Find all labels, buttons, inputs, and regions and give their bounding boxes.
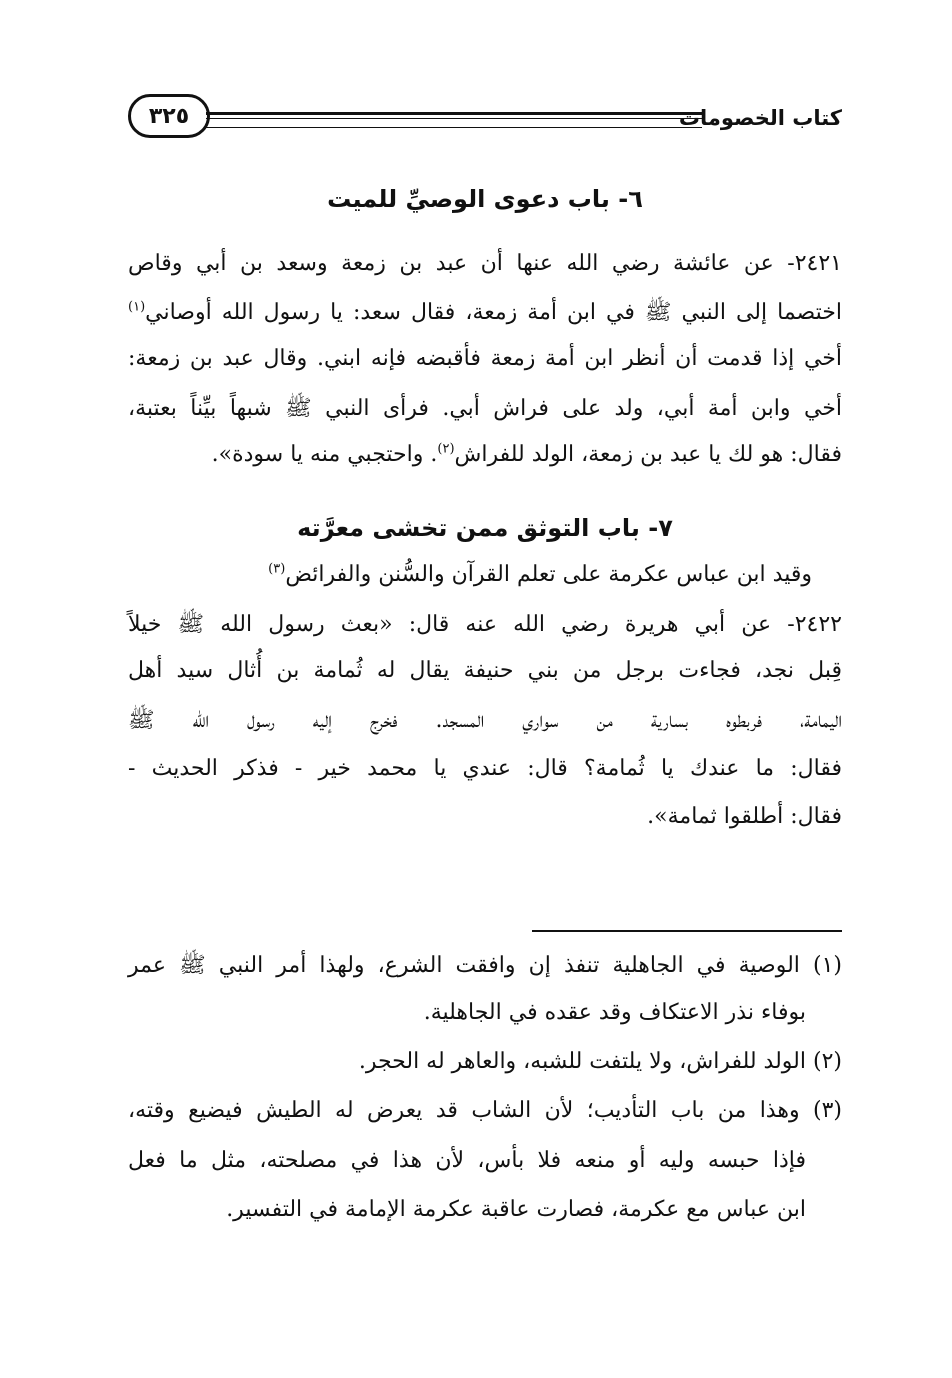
text-line: ٢٤٢١- عن عائشة رضي الله عنها أن عبد بن زمعة وسعد بن أبي وقاص [128,251,842,276]
text-segment: . واحتجبي منه يا سودة». [211,442,438,467]
text-line: فقال: أطلقوا ثمامة». [647,804,842,829]
footnote-line: (٣) وهذا من باب التأديب؛ لأن الشاب قد يعرض له الطيش فيضيع وقته، [128,1098,842,1123]
header-rule [206,112,702,128]
text-line: قِبل نجد، فجاءت برجل من بني حنيفة يقال له ثُمامة بن أُثال سيد أهل [128,658,842,683]
text-line: ٢٤٢٢- عن أبي هريرة رضي الله عنه قال: «بعث رسول الله ﷺ خيلاً [128,612,842,637]
page-number: ٣٢٥ [128,94,210,138]
footnote-line: فإذا حبسه وليه أو منعه فلا بأس، لأن هذا في مصلحته، مثل ما فعل [128,1148,806,1173]
footnote-mark: (٢) [437,441,455,457]
text-line: فقال: ما عندك يا ثُمامة؟ قال: عندي يا محمد خير - فذكر الحديث - [128,756,842,781]
section-heading-7: ٧- باب التوثق ممن تخشى معرَّته [297,514,673,542]
book-title: كتاب الخصومات [678,106,842,130]
footnote-separator [532,930,842,932]
section-heading-6: ٦- باب دعوى الوصيِّ للميت [327,185,643,213]
text-segment: وقيد ابن عباس عكرمة على تعلم القرآن والسُّنن والفرائض [285,562,812,587]
text-segment: اختصما إلى النبي ﷺ في ابن أمة زمعة، فقال سعد: يا رسول الله أوصاني [145,300,842,325]
footnote-mark: (٣) [268,561,286,577]
footnote-line: (١) الوصية في الجاهلية تنفذ إن وافقت الشرع، ولهذا أمر النبي ﷺ عمر [128,953,842,978]
text-line [128,298,842,330]
footnote-line: ابن عباس مع عكرمة، فصارت عاقبة عكرمة الإمامة في التفسير. [226,1197,806,1222]
text-line [128,442,842,467]
footnote-mark: (١) [128,299,146,315]
text-line: أخي وابن أمة أبي، ولد على فراش أبي. فرأى النبي ﷺ شبهاً بيِّناً بعتبة، [128,396,842,421]
text-line: اليمامة، فربطوه بسارية من سواري المسجد. فخرج إليه رسول الله ﷺ [128,708,842,733]
text-segment: فقال: هو لك يا عبد بن زمعة، الولد للفراش [454,442,842,467]
footnote-line: بوفاء نذر الاعتكاف وقد عقده في الجاهلية. [423,1000,806,1025]
footnote-line: (٢) الولد للفراش، ولا يلتفت للشبه، والعاهر له الحجر. [358,1049,842,1074]
text-line: أخي إذا قدمت أن أنظر ابن أمة زمعة فأقبضه فإنه ابني. وقال عبد بن زمعة: [128,346,842,371]
running-header [128,92,842,152]
text-line [128,562,812,587]
